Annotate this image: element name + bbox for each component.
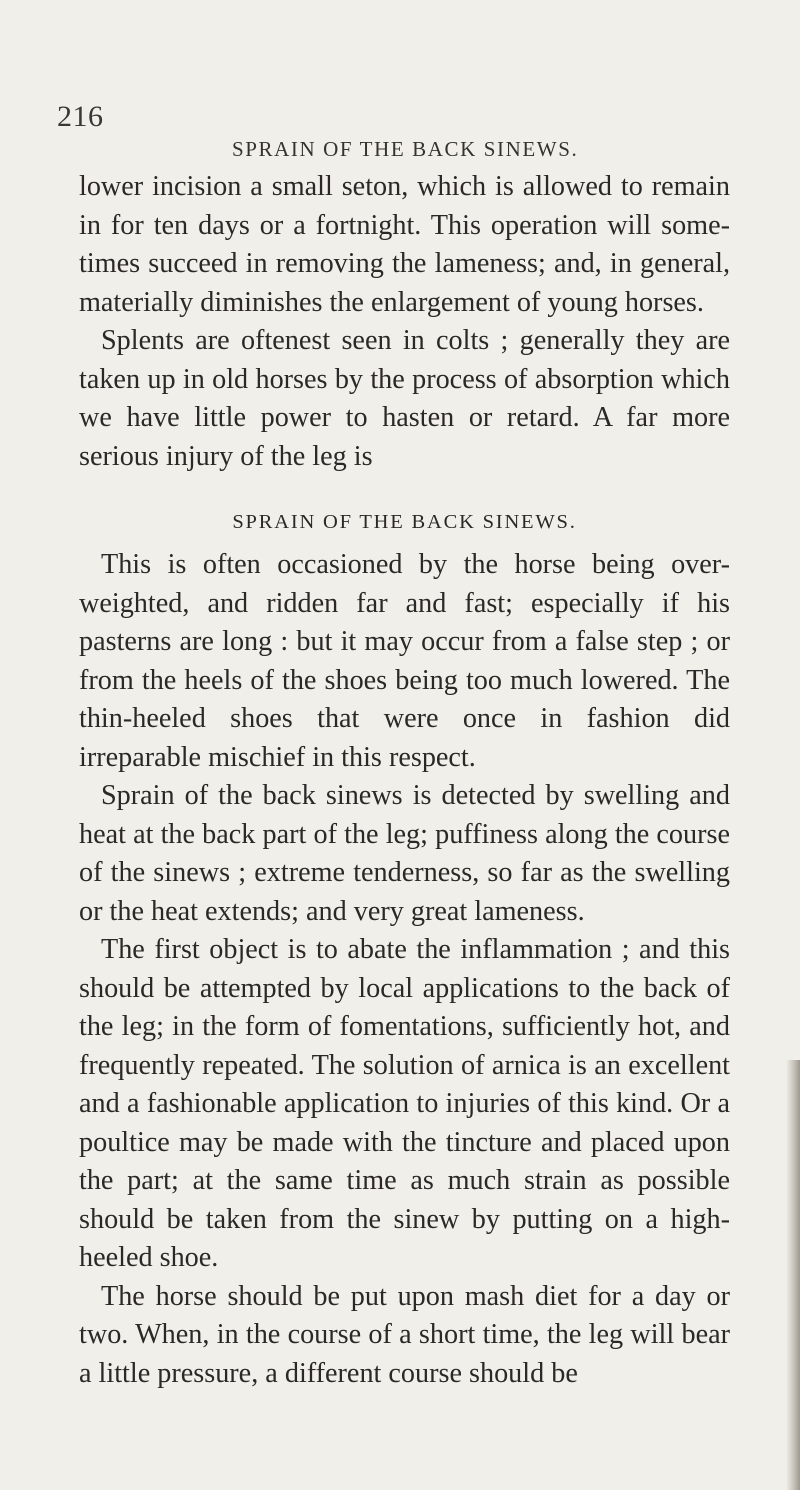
paragraph-diet: The horse should be put upon mash diet for a day or two. When, in the course of a short time, the leg will bear a little pressure, a different course should be xyxy=(79,1280,730,1389)
body-text xyxy=(79,168,730,1393)
paragraph-causes: This is often occasioned by the horse being over- weighted, and ridden far and fast; especially if his pasterns are long : but it may occur from a false step ; or from the heels of the shoes being too much lowered. The thin-heeled shoes that were once in fashion did irreparable mischief in this respect. xyxy=(79,549,730,773)
paragraph-seton: lower incision a small seton, which is allowed to remain in for ten days or a fortnight. This operation will some- times succeed in removing the lameness; and, in general, materially diminishes the enlargement of young horses. xyxy=(79,171,730,318)
section-heading: SPRAIN OF THE BACK SINEWS. xyxy=(232,511,577,533)
page-number: 216 xyxy=(57,100,104,133)
running-head: SPRAIN OF THE BACK SINEWS. xyxy=(232,137,579,161)
paragraph-treatment: The first object is to abate the inflammation ; and this should be attempted by local applications to the back of the leg; in the form of fomentations, sufficiently hot, and frequently repeated. The solution of arnica is an excellent and a fashionable application to injuries of this kind. Or a poultice may be made with the tincture and placed upon the part; at the same time as much strain as possible should be taken from the sinew by putting on a high-heeled shoe. xyxy=(79,934,730,1273)
paragraph-symptoms: Sprain of the back sinews is detected by swelling and heat at the back part of the leg; puffiness along the course of the sinews ; extreme tenderness, so far as the swelling or the heat extends; and very great lameness. xyxy=(79,780,730,927)
paragraph-splents: Splents are oftenest seen in colts ; generally they are taken up in old horses by the process of absorption which we have little power to hasten or retard. A far more serious injury of the leg is xyxy=(79,325,730,472)
page-edge-shadow xyxy=(786,1060,800,1490)
